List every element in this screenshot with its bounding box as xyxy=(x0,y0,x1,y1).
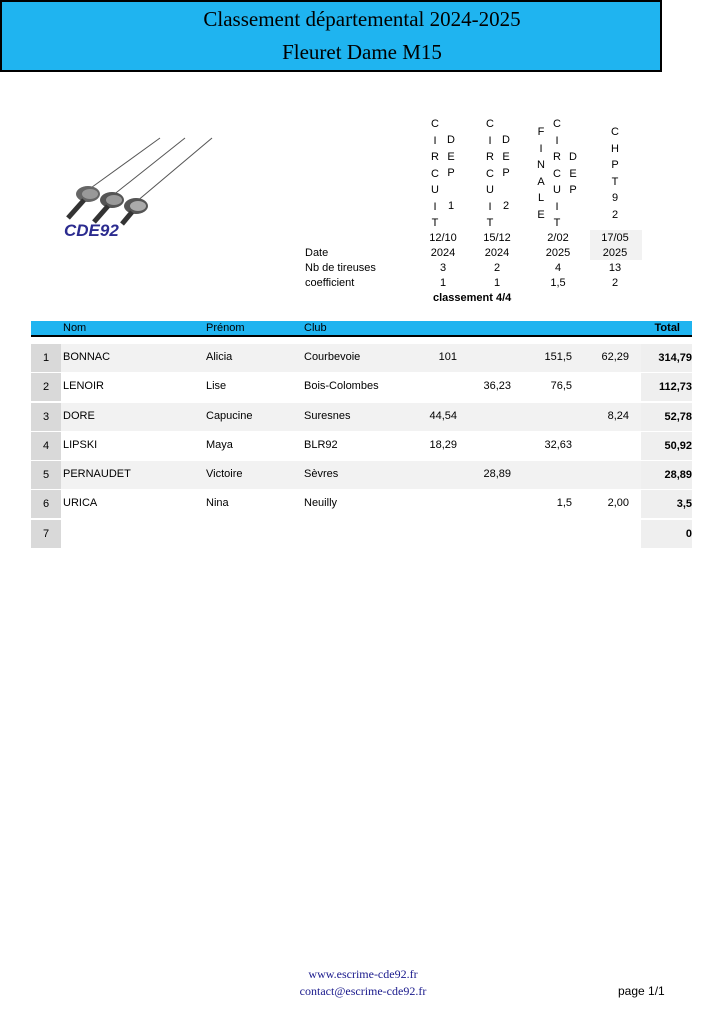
comp3-score-cell: 76,5 xyxy=(550,380,572,392)
firstname-cell: Maya xyxy=(206,439,233,451)
comp2-nb: 2 xyxy=(493,262,501,274)
label-coefficient: coefficient xyxy=(305,277,355,289)
table-row xyxy=(31,432,692,460)
club-cell: BLR92 xyxy=(304,439,338,451)
table-row xyxy=(31,461,692,489)
footer-contact-link[interactable]: contact@escrime-cde92.fr xyxy=(299,984,427,998)
club-cell: Suresnes xyxy=(304,410,351,422)
logo-text: CDE92 xyxy=(64,221,119,240)
table-row xyxy=(31,344,692,372)
name-cell: LIPSKI xyxy=(63,439,98,451)
comp4-score-cell: 62,29 xyxy=(601,351,629,363)
page-number: page 1/1 xyxy=(618,984,665,998)
footer-website-link[interactable]: www.escrime-cde92.fr xyxy=(308,967,418,981)
rank-cell: 7 xyxy=(31,520,61,548)
page-subtitle: Fleuret Dame M15 xyxy=(282,40,442,64)
firstname-cell: Victoire xyxy=(206,468,243,480)
rank-cell: 5 xyxy=(31,461,61,489)
comp2-score-cell: 36,23 xyxy=(483,380,511,392)
comp1-score-cell: 101 xyxy=(438,351,457,363)
header-total: Total xyxy=(654,322,680,334)
label-date: Date xyxy=(305,247,329,259)
name-cell: BONNAC xyxy=(63,351,111,363)
club-cell: Bois-Colombes xyxy=(304,380,379,392)
rank-cell: 2 xyxy=(31,373,61,401)
comp4-score-cell: 8,24 xyxy=(607,410,629,422)
comp3-letters-f: F I N A L E xyxy=(537,126,545,221)
club-cell: Sèvres xyxy=(304,468,339,480)
comp3-score-cell: 151,5 xyxy=(544,351,572,363)
comp3-score-cell: 32,63 xyxy=(544,439,572,451)
comp1-letters-a: C I R C U I T xyxy=(431,118,439,229)
comp3-date-year: 2025 xyxy=(545,247,571,259)
total-cell: 314,79 xyxy=(641,344,692,372)
table-row xyxy=(31,373,692,401)
name-cell: URICA xyxy=(63,497,98,509)
comp2-date-day: 15/12 xyxy=(483,232,511,244)
comp3-letters-b: D E P xyxy=(569,151,577,196)
comp3-coef: 1,5 xyxy=(550,277,566,289)
comp4-date-year: 2025 xyxy=(602,247,628,259)
header-club: Club xyxy=(304,322,327,334)
total-cell: 3,5 xyxy=(641,490,692,518)
rank-cell: 4 xyxy=(31,432,61,460)
title-banner xyxy=(0,0,662,72)
firstname-cell: Alicia xyxy=(206,351,233,363)
name-cell: DORE xyxy=(63,410,95,422)
comp3-score-cell: 1,5 xyxy=(556,497,572,509)
firstname-cell: Nina xyxy=(206,497,229,509)
table-row xyxy=(31,490,692,518)
comp2-letters-b: D E P 2 xyxy=(502,134,510,212)
total-cell: 50,92 xyxy=(641,432,692,460)
club-cell: Courbevoie xyxy=(304,351,361,363)
comp2-coef: 1 xyxy=(493,277,501,289)
rank-cell: 1 xyxy=(31,344,61,372)
total-cell: 0 xyxy=(641,520,692,548)
logo xyxy=(50,130,220,250)
classement-status: classement 4/4 xyxy=(433,292,512,304)
name-cell: LENOIR xyxy=(63,380,104,392)
comp4-coef: 2 xyxy=(611,277,619,289)
comp4-letters: C H P T 9 2 xyxy=(611,126,619,221)
comp3-letters-a: C I R C U I T xyxy=(553,118,561,229)
comp1-nb: 3 xyxy=(439,262,447,274)
rank-cell: 3 xyxy=(31,403,61,431)
comp1-date-day: 12/10 xyxy=(429,232,457,244)
table-header xyxy=(31,321,692,337)
comp3-date-day: 2/02 xyxy=(547,232,569,244)
page-title: Classement départemental 2024-2025 xyxy=(203,7,521,31)
label-nb-tireuses: Nb de tireuses xyxy=(305,262,376,274)
comp2-score-cell: 28,89 xyxy=(483,468,511,480)
firstname-cell: Capucine xyxy=(206,410,253,422)
firstname-cell: Lise xyxy=(206,380,227,392)
comp2-letters-a: C I R C U I T xyxy=(486,118,494,229)
rank-cell: 6 xyxy=(31,490,61,518)
header-nom: Nom xyxy=(63,322,87,334)
comp1-score-cell: 18,29 xyxy=(429,439,457,451)
comp1-date-year: 2024 xyxy=(430,247,456,259)
comp1-score-cell: 44,54 xyxy=(429,410,457,422)
comp4-score-cell: 2,00 xyxy=(607,497,629,509)
comp4-date-day: 17/05 xyxy=(601,232,629,244)
table-row xyxy=(31,520,692,548)
comp2-date-year: 2024 xyxy=(484,247,510,259)
club-cell: Neuilly xyxy=(304,497,338,509)
comp1-coef: 1 xyxy=(439,277,447,289)
table-row xyxy=(31,403,692,431)
total-cell: 28,89 xyxy=(641,461,692,489)
total-cell: 52,78 xyxy=(641,403,692,431)
comp4-nb: 13 xyxy=(608,262,622,274)
comp3-nb: 4 xyxy=(554,262,562,274)
name-cell: PERNAUDET xyxy=(63,468,131,480)
comp1-letters-b: D E P 1 xyxy=(447,134,455,212)
total-cell: 112,73 xyxy=(641,373,692,401)
header-prenom: Prénom xyxy=(206,322,245,334)
